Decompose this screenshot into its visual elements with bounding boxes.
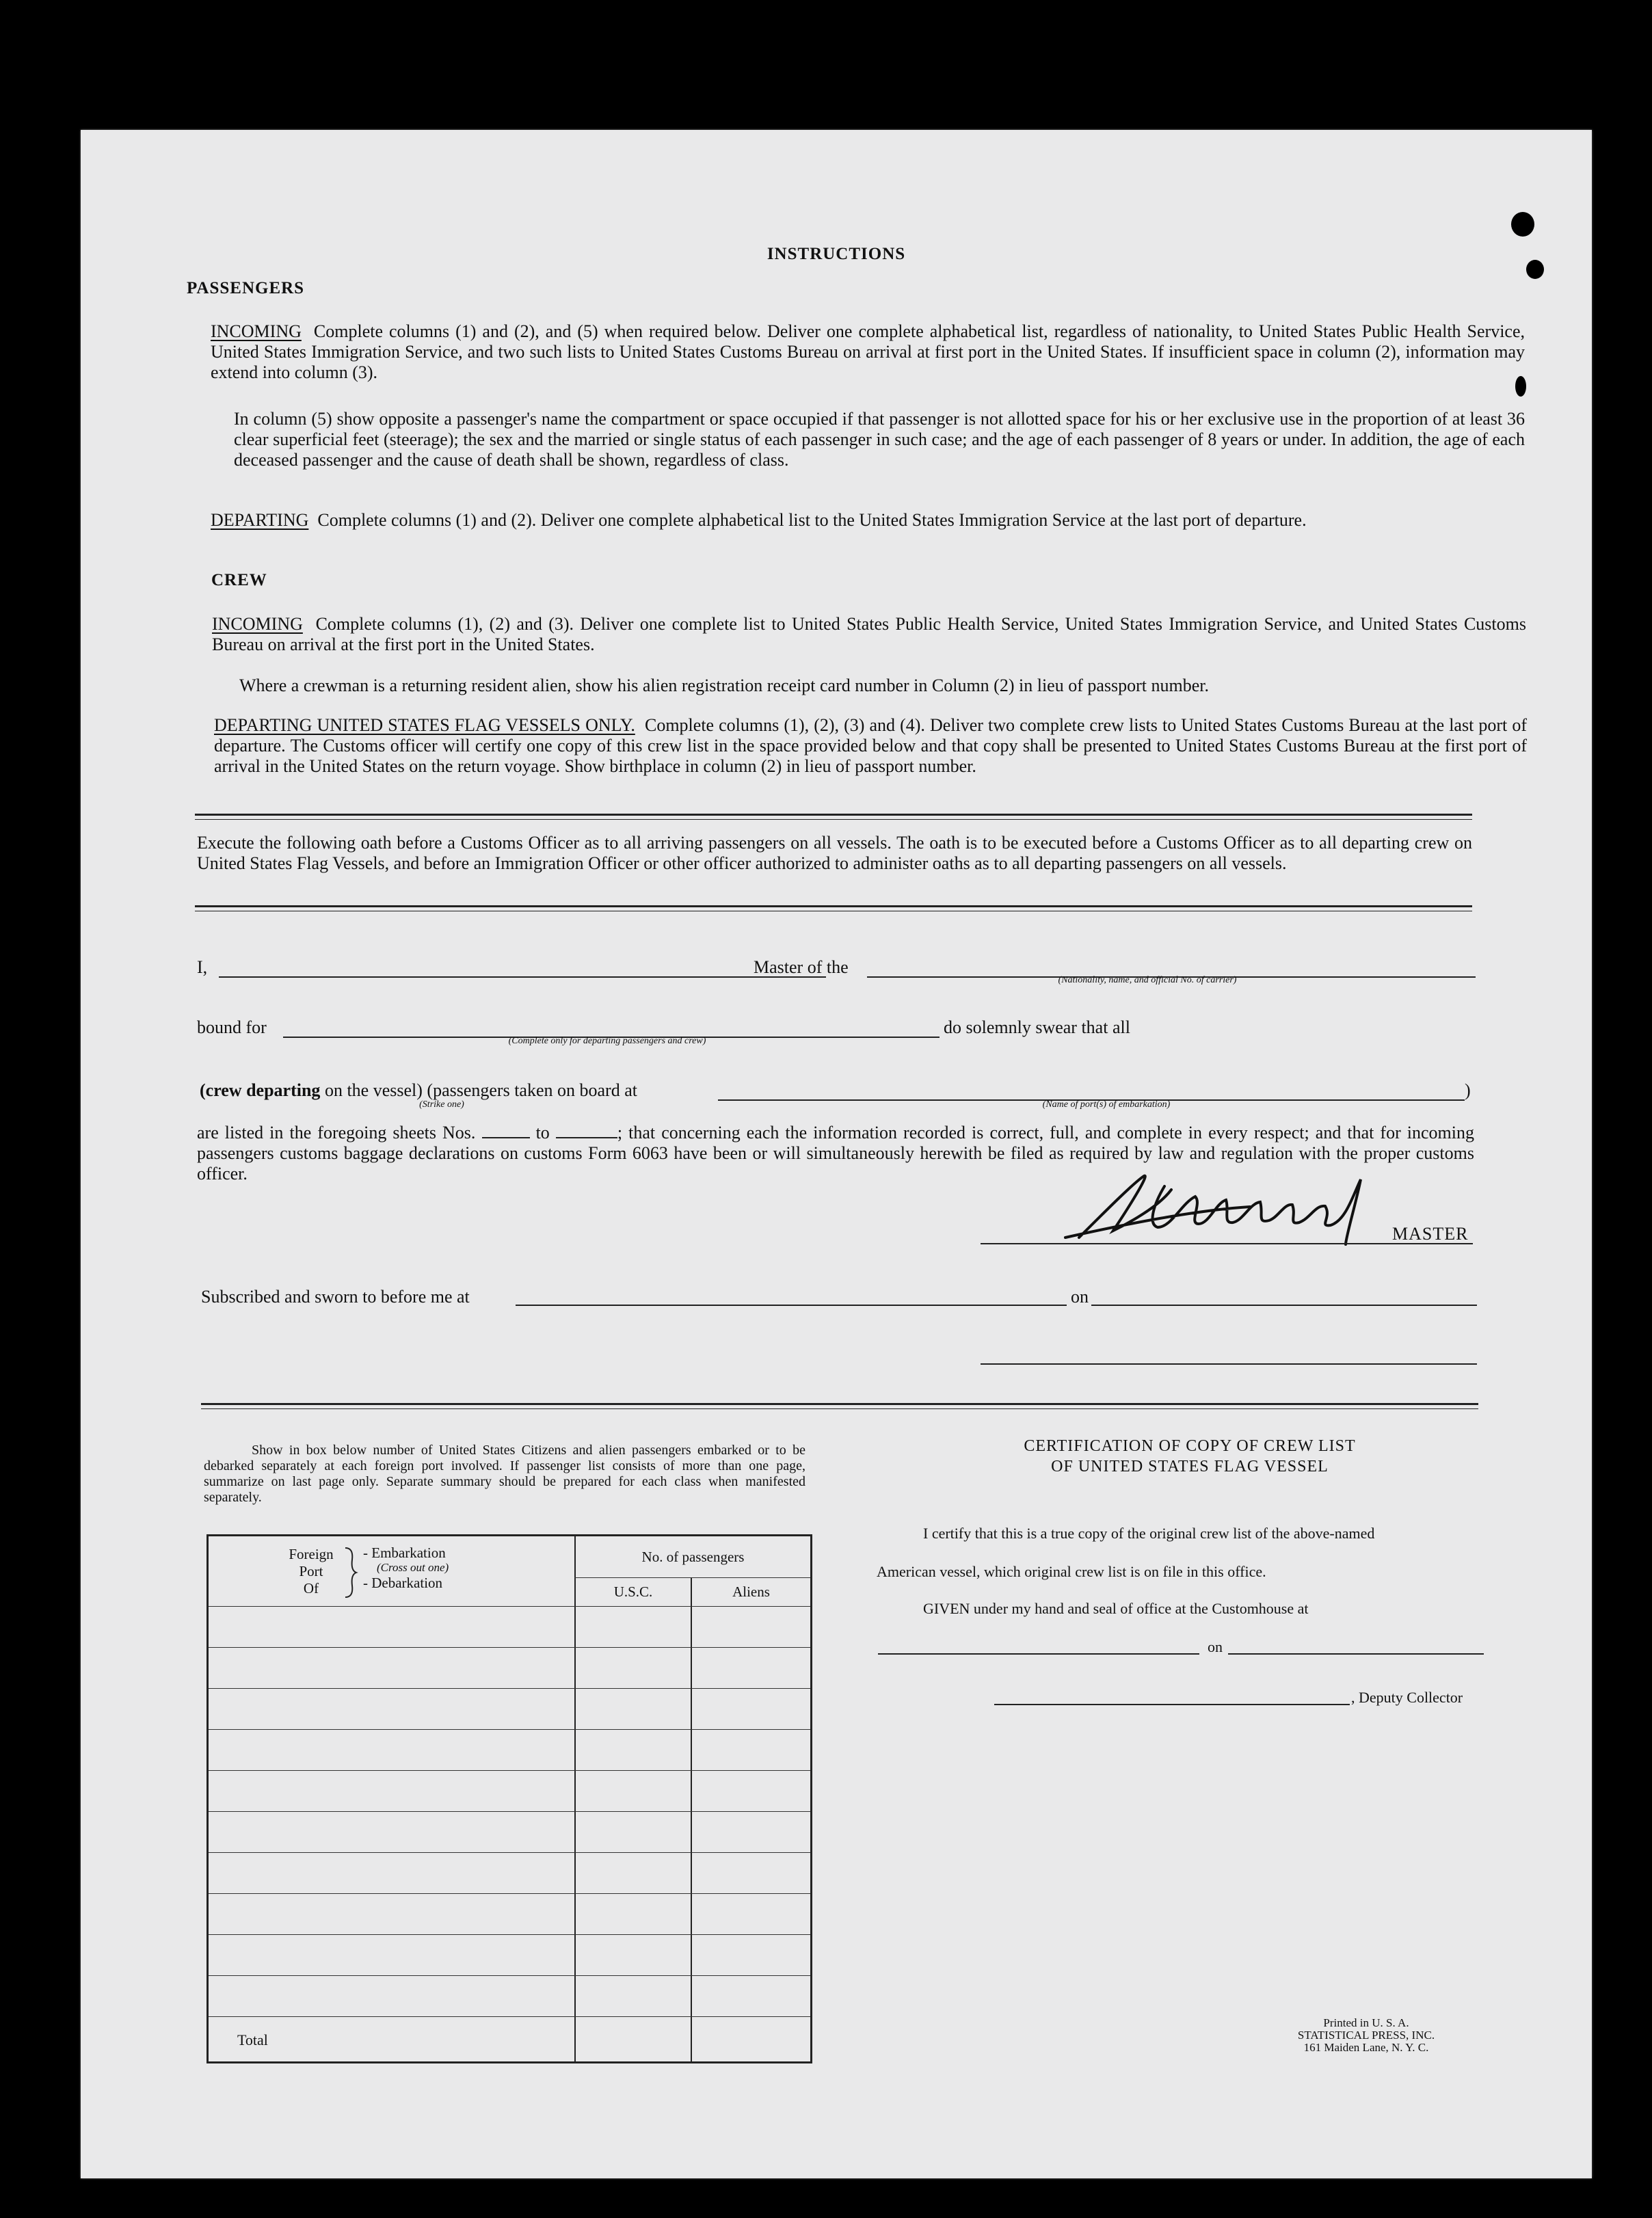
given-line: GIVEN under my hand and seal of office at the Customhouse at — [923, 1600, 1309, 1617]
printer-line3: 161 Maiden Lane, N. Y. C. — [1303, 2041, 1429, 2054]
passengers-column5-paragraph: In column (5) show opposite a passenger's name the compartment or space occupied if that passenger is not allotted space for his or her exclusive use in the proportion of at least 36 clear superficial feet (steerage); the sex and the married or single status of each passenger in such case; and the age of each passenger of 8 years or under. In addition, the age of each deceased passenger and the cause of death shall be shown, regardless of class. — [234, 409, 1525, 470]
strike-one-hint: (Strike one) — [419, 1099, 464, 1110]
divider — [195, 814, 1472, 816]
passengers-incoming-text: Complete columns (1) and (2), and (5) when required below. Deliver one complete alphabetical list, regardless of nationality, to United States Public Health Service, United States Immigration Service, and two such lists to United States Customs Bureau on arrival at first port in the United States. If insufficient space in column (2), information may extend into column (3). — [211, 321, 1526, 382]
printer-line1: Printed in U. S. A. — [1323, 2016, 1409, 2029]
crew-flag-paragraph — [214, 715, 1527, 777]
table-row — [209, 1811, 810, 1812]
subscribed-on-label: on — [1071, 1287, 1089, 1307]
officer-signature-field[interactable] — [981, 1363, 1477, 1365]
certification-title-line2: OF UNITED STATES FLAG VESSEL — [1051, 1458, 1329, 1475]
table-row — [209, 1770, 810, 1771]
table-row — [209, 1688, 810, 1689]
crew-heading: CREW — [211, 571, 267, 589]
divider — [201, 1403, 1478, 1405]
divider — [201, 1408, 1478, 1409]
certify-line1: I certify that this is a true copy of the original crew list of the above-named — [923, 1525, 1375, 1542]
header-rule — [574, 1577, 810, 1578]
table-row — [209, 1729, 810, 1730]
bound-for-label: bound for — [197, 1017, 267, 1037]
sheet-to-field[interactable] — [556, 1137, 617, 1138]
crew-resident-paragraph: Where a crewman is a returning resident alien, show his alien registration receipt card number in Column (2) in lieu of passport number. — [239, 676, 1210, 695]
total-label: Total — [237, 2031, 268, 2048]
passengers-incoming-label: INCOMING — [211, 321, 302, 341]
crew-incoming-paragraph — [212, 614, 1526, 655]
port-word: Port — [299, 1563, 323, 1579]
box-instruction: Show in box below number of United States Citizens and alien passengers embarked or to be debarked separately at each foreign port involved. If passenger list consists of more than one page, summarize on last page only. Separate summary should be prepared for each class when manifested separately. — [204, 1443, 805, 1505]
passengers-incoming-paragraph — [211, 321, 1525, 383]
sheet-from-field[interactable] — [482, 1137, 530, 1138]
table-row — [209, 1647, 810, 1648]
bound-for-hint: (Complete only for departing passengers and crew) — [508, 1036, 706, 1046]
close-paren: ) — [1465, 1080, 1471, 1100]
certification-title — [930, 1436, 1450, 1477]
crew-passengers-line — [200, 1080, 637, 1101]
certify-line2: American vessel, which original crew list is on file in this office. — [877, 1563, 1266, 1580]
no-passengers-header: No. of passengers — [641, 1549, 745, 1565]
passengers-departing-paragraph — [211, 510, 1525, 531]
passengers-departing-text: Complete columns (1) and (2). Deliver one complete alphabetical list to the United States Immigration Service at the last port of departure. — [317, 510, 1307, 530]
column-divider — [574, 1536, 576, 2061]
divider — [195, 819, 1472, 820]
debarkation-label: - Debarkation — [363, 1575, 443, 1591]
foreign-word: Foreign — [289, 1546, 334, 1562]
certification-on-label: on — [1208, 1638, 1223, 1655]
of-word: Of — [303, 1580, 319, 1596]
master-of-label: Master of the — [754, 957, 849, 977]
carrier-hint: (Nationality, name, and official No. of carrier) — [1058, 975, 1237, 985]
oath-i-label: I, — [197, 957, 208, 977]
form-page — [81, 130, 1592, 2178]
instructions-title: INSTRUCTIONS — [767, 245, 906, 263]
passengers-departing-label: DEPARTING — [211, 510, 309, 530]
passengers-heading: PASSENGERS — [187, 279, 305, 297]
brace-icon — [343, 1546, 359, 1599]
master-label: MASTER — [1392, 1224, 1469, 1244]
foreign-port-label — [284, 1546, 338, 1597]
listed-post: ; that concerning each the information recorded is correct, full, and complete in every respect; and that for incoming passengers customs baggage declarations on customs Form 6063 have been or will simultaneously herewith be filed as required by law and regulation with the proper customs officer. — [197, 1123, 1475, 1184]
crew-departing-label: (crew departing — [200, 1080, 321, 1100]
punch-hole — [1511, 212, 1534, 237]
certification-date-field[interactable] — [1228, 1653, 1484, 1655]
crew-incoming-label: INCOMING — [212, 614, 303, 634]
table-row — [209, 1893, 810, 1894]
oath-instruction: Execute the following oath before a Customs Officer as to all arriving passengers on all vessels. The oath is to be executed before a Customs Officer as to all departing crew on United States Flag Vessels, and before an Immigration Officer or other officer authorized to administer oaths as to all departing passengers on all vessels. — [197, 833, 1472, 873]
listed-pre: are listed in the foregoing sheets Nos. — [197, 1123, 476, 1143]
subscribed-label: Subscribed and sworn to before me at — [201, 1287, 470, 1307]
on-vessel-label: on the vessel) — [324, 1080, 423, 1100]
printer-imprint — [1264, 2017, 1469, 2054]
passenger-summary-table — [206, 1534, 812, 2063]
crew-flag-label: DEPARTING UNITED STATES FLAG VESSELS ONLY. — [214, 715, 635, 735]
crew-incoming-text: Complete columns (1), (2) and (3). Deliver one complete list to United States Public Health Service, United States Immigration Service, and United States Customs Bureau on arrival at the first port in the United States. — [212, 614, 1526, 654]
listed-to: to — [535, 1123, 550, 1143]
column-divider — [691, 1577, 692, 2061]
subscribed-date-field[interactable] — [1091, 1305, 1477, 1306]
deputy-collector-label: , Deputy Collector — [1351, 1689, 1463, 1706]
cross-out-hint: (Cross out one) — [377, 1561, 449, 1574]
certification-title-line1: CERTIFICATION OF COPY OF CREW LIST — [1024, 1437, 1356, 1455]
table-row — [209, 1606, 810, 1607]
master-signature — [1024, 1162, 1448, 1251]
printer-line2: STATISTICAL PRESS, INC. — [1297, 2029, 1435, 2042]
subscribed-place-field[interactable] — [516, 1305, 1067, 1306]
passengers-taken-label: (passengers taken on board at — [427, 1080, 637, 1100]
swear-text: do solemnly swear that all — [944, 1017, 1130, 1037]
table-row — [209, 1934, 810, 1935]
deputy-collector-signature-field[interactable] — [994, 1704, 1350, 1705]
table-row — [209, 1852, 810, 1853]
table-row — [209, 1975, 810, 1976]
divider — [195, 905, 1472, 907]
port-hint: (Name of port(s) of embarkation) — [1042, 1099, 1171, 1110]
master-name-field[interactable] — [219, 976, 826, 978]
usc-header: U.S.C. — [613, 1584, 653, 1600]
crew-flag-text: Complete columns (1), (2), (3) and (4). Deliver two complete crew lists to United States Customs Bureau at the last port of departure. The Customs officer will certify one copy of this crew list in the space provided below and that copy shall be presented to United States Customs Bureau at the first port of arrival in the United States on the return voyage. Show birthplace in column (2) in lieu of passport number. — [214, 715, 1527, 776]
table-row — [209, 2016, 810, 2017]
aliens-header: Aliens — [732, 1584, 770, 1600]
embarkation-label: - Embarkation — [363, 1545, 446, 1561]
customhouse-field[interactable] — [878, 1653, 1199, 1655]
